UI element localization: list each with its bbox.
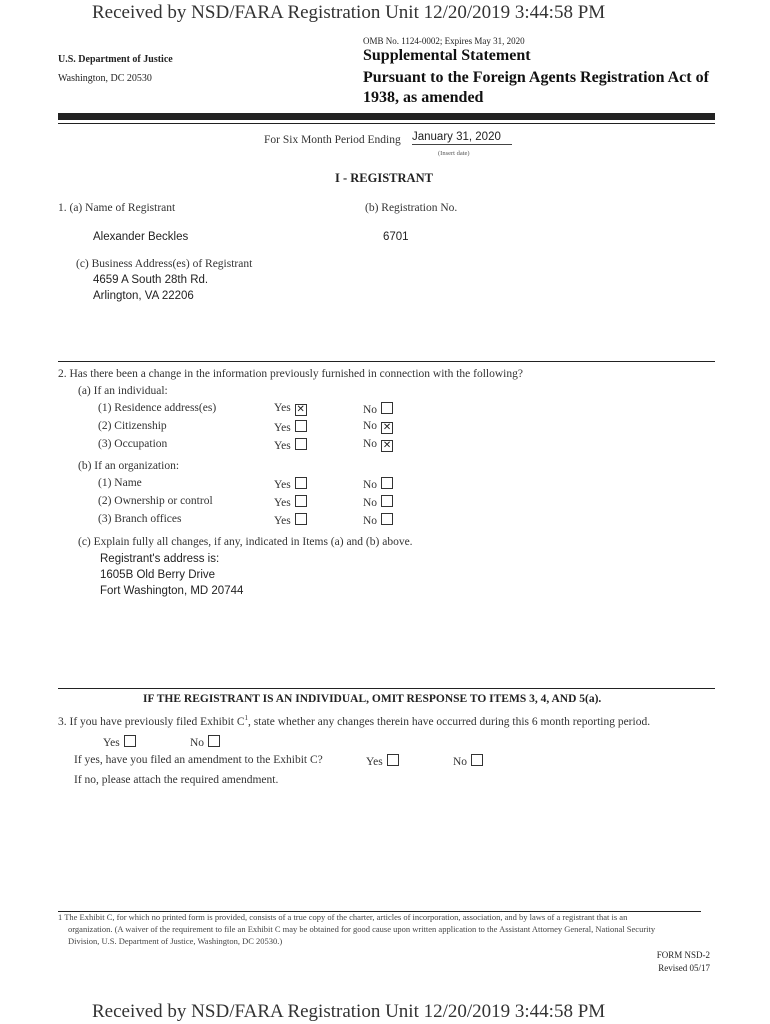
q2a-label: (a) If an individual: [78,385,168,397]
form-subtitle-line1: Pursuant to the Foreign Agents Registration Act of [363,69,709,86]
q3-attach-note: If no, please attach the required amendment. [74,774,279,786]
form-revision: Revised 05/17 [658,963,710,973]
checkbox[interactable]: ✕ [382,440,392,451]
q2a3-no-option[interactable]: No ✕ [363,438,392,451]
checkbox[interactable] [295,513,307,525]
q2a2-yes-option[interactable]: Yes [274,420,307,434]
registration-number-field[interactable]: 6701 [383,231,409,243]
q2b1-no-option[interactable]: No [363,477,393,491]
q2b3-no-option[interactable]: No [363,513,393,527]
checkbox[interactable] [295,495,307,507]
q3-yes-option[interactable]: Yes [103,735,136,749]
q3-prompt: 3. If you have previously filed Exhibit $C^1$, state whether any changes therein have occurred during this 6 month reporting period. [58,714,651,728]
header-rule [58,113,715,120]
omb-number: OMB No. 1124-0002; Expires May 31, 2020 [363,36,525,46]
checkbox[interactable] [381,402,393,414]
q2b2-no-option[interactable]: No [363,495,393,509]
q2a3-yes-option[interactable]: Yes [274,438,307,452]
omit-notice: IF THE REGISTRANT IS AN INDIVIDUAL, OMIT RESPONSE TO ITEMS 3, 4, AND 5(a). [143,693,602,705]
checkbox[interactable] [295,438,307,450]
address-line2[interactable]: Arlington, VA 22206 [93,290,194,302]
q2b-label: (b) If an organization: [78,460,180,472]
footnote-line3: Division, U.S. Department of Justice, Washington, DC 20530.) [68,936,283,946]
q2c-explain-line2[interactable]: 1605B Old Berry Drive [100,569,216,581]
q1c-label: (c) Business Address(es) of Registrant [76,258,253,270]
checkbox[interactable] [124,735,136,747]
checkbox[interactable] [381,495,393,507]
period-date-hint: (Insert date) [438,150,470,157]
q2a2-no-option[interactable]: No ✕ [363,420,392,433]
registrant-name-field[interactable]: Alexander Beckles [93,231,189,243]
q2b-item-branch: (3) Branch offices [98,513,182,525]
checkbox[interactable] [381,513,393,525]
q2a1-yes-option[interactable]: Yes ✕ [274,402,305,415]
footnote-ref: 1 [244,714,249,722]
q2b-item-ownership: (2) Ownership or control [98,495,213,507]
q2b-item-name: (1) Name [98,477,142,489]
q2b2-yes-option[interactable]: Yes [274,495,307,509]
q3-no-option[interactable]: No [190,735,220,749]
section-registrant-heading: I - REGISTRANT [335,171,433,185]
checkbox[interactable] [295,420,307,432]
q1a-label: 1. (a) Name of Registrant [58,202,176,214]
received-stamp-top: Received by NSD/FARA Registration Unit 12/20/2019 3:44:58 PM [92,2,606,23]
checkbox[interactable] [387,754,399,766]
checkbox[interactable] [208,735,220,747]
address-line1[interactable]: 4659 A South 28th Rd. [93,274,209,286]
department-name: U.S. Department of Justice [58,54,173,65]
q2a-item-citizenship: (2) Citizenship [98,420,167,432]
received-stamp-bottom: Received by NSD/FARA Registration Unit 12/20/2019 3:44:58 PM [92,1001,606,1022]
header-rule-thin [58,123,715,124]
q3-amendment-no-option[interactable]: No [453,754,483,768]
checkbox[interactable]: ✕ [382,422,392,433]
period-label: For Six Month Period Ending [264,134,401,146]
department-location: Washington, DC 20530 [58,73,152,84]
q2a-item-residence: (1) Residence address(es) [98,402,217,414]
form-subtitle-line2: 1938, as amended [363,89,484,106]
q2-prompt: 2. Has there been a change in the information previously furnished in connection with the following? [58,368,523,380]
footnote-line2: organization. (A waiver of the requirement to file an Exhibit C may be obtained for good cause upon written application to the Assistant Attorney General, National Security [68,924,656,934]
checkbox[interactable] [471,754,483,766]
q3-amendment-yes-option[interactable]: Yes [366,754,399,768]
q1b-label: (b) Registration No. [365,202,458,214]
q2c-label: (c) Explain fully all changes, if any, indicated in Items (a) and (b) above. [78,536,413,548]
checkbox[interactable] [381,477,393,489]
q2b1-yes-option[interactable]: Yes [274,477,307,491]
checkbox[interactable] [295,477,307,489]
form-title: Supplemental Statement [363,47,531,64]
q2b3-yes-option[interactable]: Yes [274,513,307,527]
q2a-item-occupation: (3) Occupation [98,438,168,450]
q2c-explain-line3[interactable]: Fort Washington, MD 20744 [100,585,244,597]
q3-amendment-prompt: If yes, have you filed an amendment to the Exhibit C? [74,754,323,766]
q2a1-no-option[interactable]: No [363,402,393,416]
period-date-field[interactable]: January 31, 2020 [412,131,512,145]
q2c-explain-line1[interactable]: Registrant's address is: [100,553,220,565]
omit-divider [58,688,715,689]
section-divider [58,361,715,362]
form-number: FORM NSD-2 [656,950,710,960]
checkbox[interactable]: ✕ [296,404,305,415]
footnote-line1: 1 The Exhibit C, for which no printed form is provided, consists of a true copy of the charter, articles of incorporation, association, and by laws of a registrant that is an [58,912,628,922]
